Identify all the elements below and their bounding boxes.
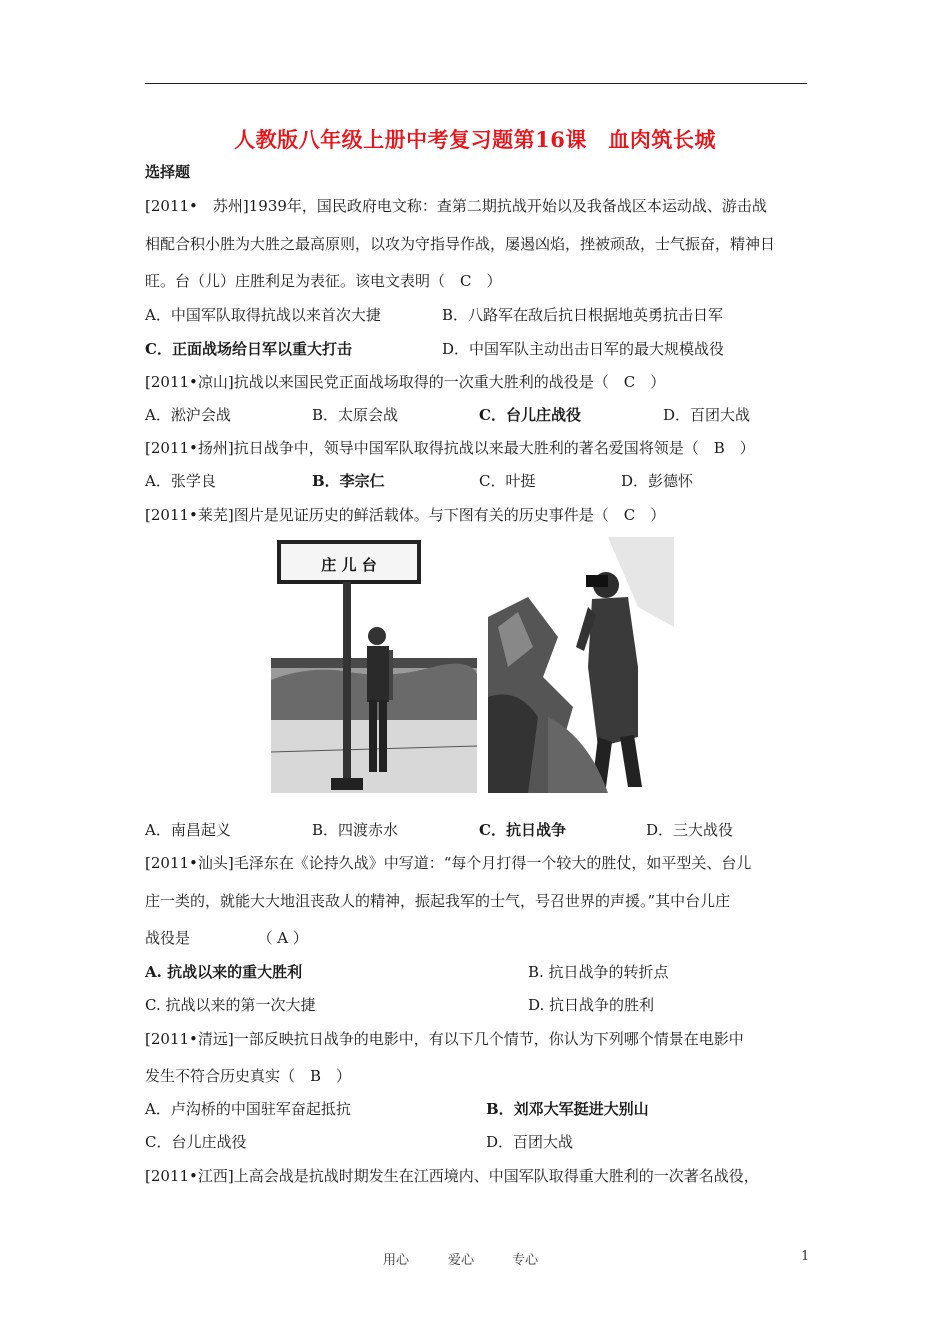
option: D．百团大战 — [663, 406, 751, 424]
footer-motto: 用心 — [383, 1253, 410, 1268]
option: A．淞沪会战 — [145, 406, 231, 424]
option: B．四渡赤水 — [312, 821, 399, 839]
section-heading: 选择题 — [145, 163, 191, 181]
option-answer: A. 抗战以来的重大胜利 — [145, 963, 303, 981]
option: A．张学良 — [145, 472, 216, 490]
question-line: 相配合积小胜为大胜之最高原则，以攻为守指导作战，屡遏凶焰，挫被顽敌，士气振奋，精神日 — [145, 235, 776, 253]
option: B．八路军在敌后抗日根据地英勇抗击日军 — [442, 306, 724, 324]
photo-taierzhuang-sign — [269, 540, 477, 793]
option: A．中国军队取得抗战以来首次大捷 — [145, 306, 381, 324]
question-line: [2011•莱芜]图片是见证历史的鲜活载体。与下图有关的历史事件是（ C ） — [145, 506, 666, 524]
option: D．百团大战 — [486, 1133, 574, 1151]
header-rule — [145, 83, 807, 84]
photo-officer-binoculars — [488, 537, 674, 793]
option-answer: C．台儿庄战役 — [479, 406, 581, 424]
option: D. 抗日战争的胜利 — [528, 996, 655, 1014]
option: A．南昌起义 — [145, 821, 231, 839]
option: B. 抗日战争的转折点 — [528, 963, 669, 981]
question-line: 庄一类的，就能大大地沮丧敌人的精神，振起我军的士气，号召世界的声援。”其中台儿庄 — [145, 892, 731, 910]
question-line: 战役是 （ A ） — [145, 929, 308, 947]
question-line: 旺。台（儿）庄胜利足为表征。该电文表明（ C ） — [145, 272, 502, 290]
option-answer: B．李宗仁 — [312, 472, 385, 490]
option: C．叶挺 — [479, 472, 536, 490]
question-line: [2011•汕头]毛泽东在《论持久战》中写道：“每个月打得一个较大的胜仗，如平型关、台儿 — [145, 854, 752, 872]
option: D．中国军队主动出击日军的最大规模战役 — [442, 340, 725, 358]
option-answer: B．刘邓大军挺进大别山 — [486, 1100, 649, 1118]
option: C. 抗战以来的第一次大捷 — [145, 996, 316, 1014]
option-answer: C．抗日战争 — [479, 821, 566, 839]
question-line: [2011•凉山]抗战以来国民党正面战场取得的一次重大胜利的战役是（ C ） — [145, 373, 666, 391]
question-line: [2011•清远]一部反映抗日战争的电影中，有以下几个情节，你认为下列哪个情景在电影中 — [145, 1030, 744, 1048]
option-answer: C．正面战场给日军以重大打击 — [145, 340, 352, 358]
option: D．彭德怀 — [621, 472, 694, 490]
option: C．台儿庄战役 — [145, 1133, 247, 1151]
page-number: 1 — [801, 1249, 810, 1264]
option: B．太原会战 — [312, 406, 399, 424]
footer-motto: 专心 — [512, 1253, 539, 1268]
footer-motto: 爱心 — [448, 1253, 475, 1268]
document-title: 人教版八年级上册中考复习题第16课 血肉筑长城 — [234, 127, 716, 152]
option: D．三大战役 — [646, 821, 734, 839]
option: A．卢沟桥的中国驻军奋起抵抗 — [145, 1100, 351, 1118]
question-line: 发生不符合历史真实（ B ） — [145, 1067, 352, 1085]
sign-text: 庄 儿 台 — [321, 556, 377, 574]
question-line: [2011•江西]上高会战是抗战时期发生在江西境内、中国军队取得重大胜利的一次著名战役， — [145, 1167, 759, 1185]
question-line: [2011•扬州]抗日战争中，领导中国军队取得抗战以来最大胜利的著名爱国将领是（ B ） — [145, 439, 755, 457]
question-line: [2011• 苏州]1939年，国民政府电文称：查第二期抗战开始以及我备战区本运动战、游击战 — [145, 197, 767, 215]
